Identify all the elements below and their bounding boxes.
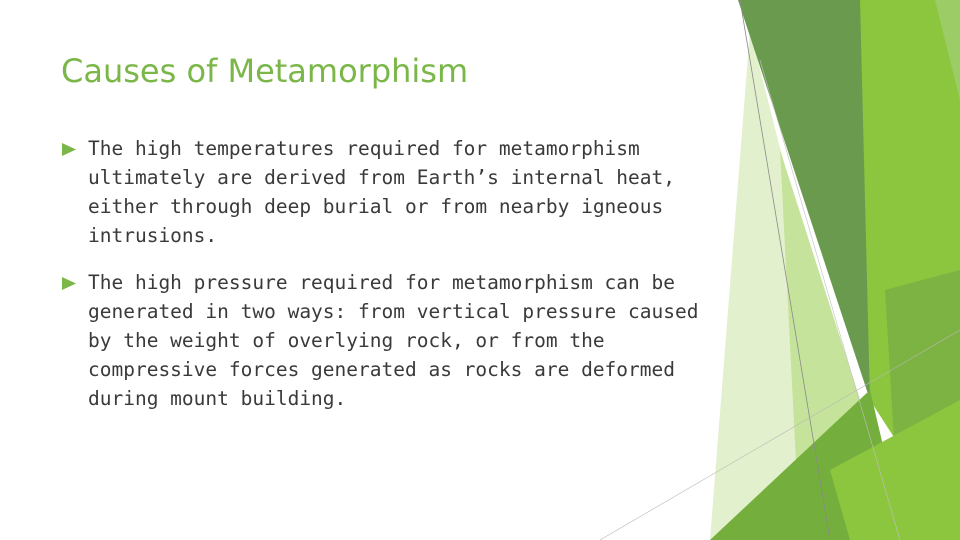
bullet-list: [60, 134, 715, 431]
bullet-item: [60, 268, 715, 413]
triangle-bullet-icon: [62, 143, 76, 156]
bullet-text: The high pressure required for metamorphism can be generated in two ways: from vertical pressure caused by the weight of overlying rock, or from the compressive forces generated as rocks are deformed during mount building.: [88, 271, 699, 410]
slide-title: Causes of Metamorphism: [61, 52, 469, 90]
bullet-text: The high temperatures required for metamorphism ultimately are derived from Earth’s internal heat, either through deep burial or from nearby igneous intrusions.: [88, 137, 675, 247]
triangle-bullet-icon: [62, 277, 76, 290]
bullet-item: [60, 134, 715, 250]
